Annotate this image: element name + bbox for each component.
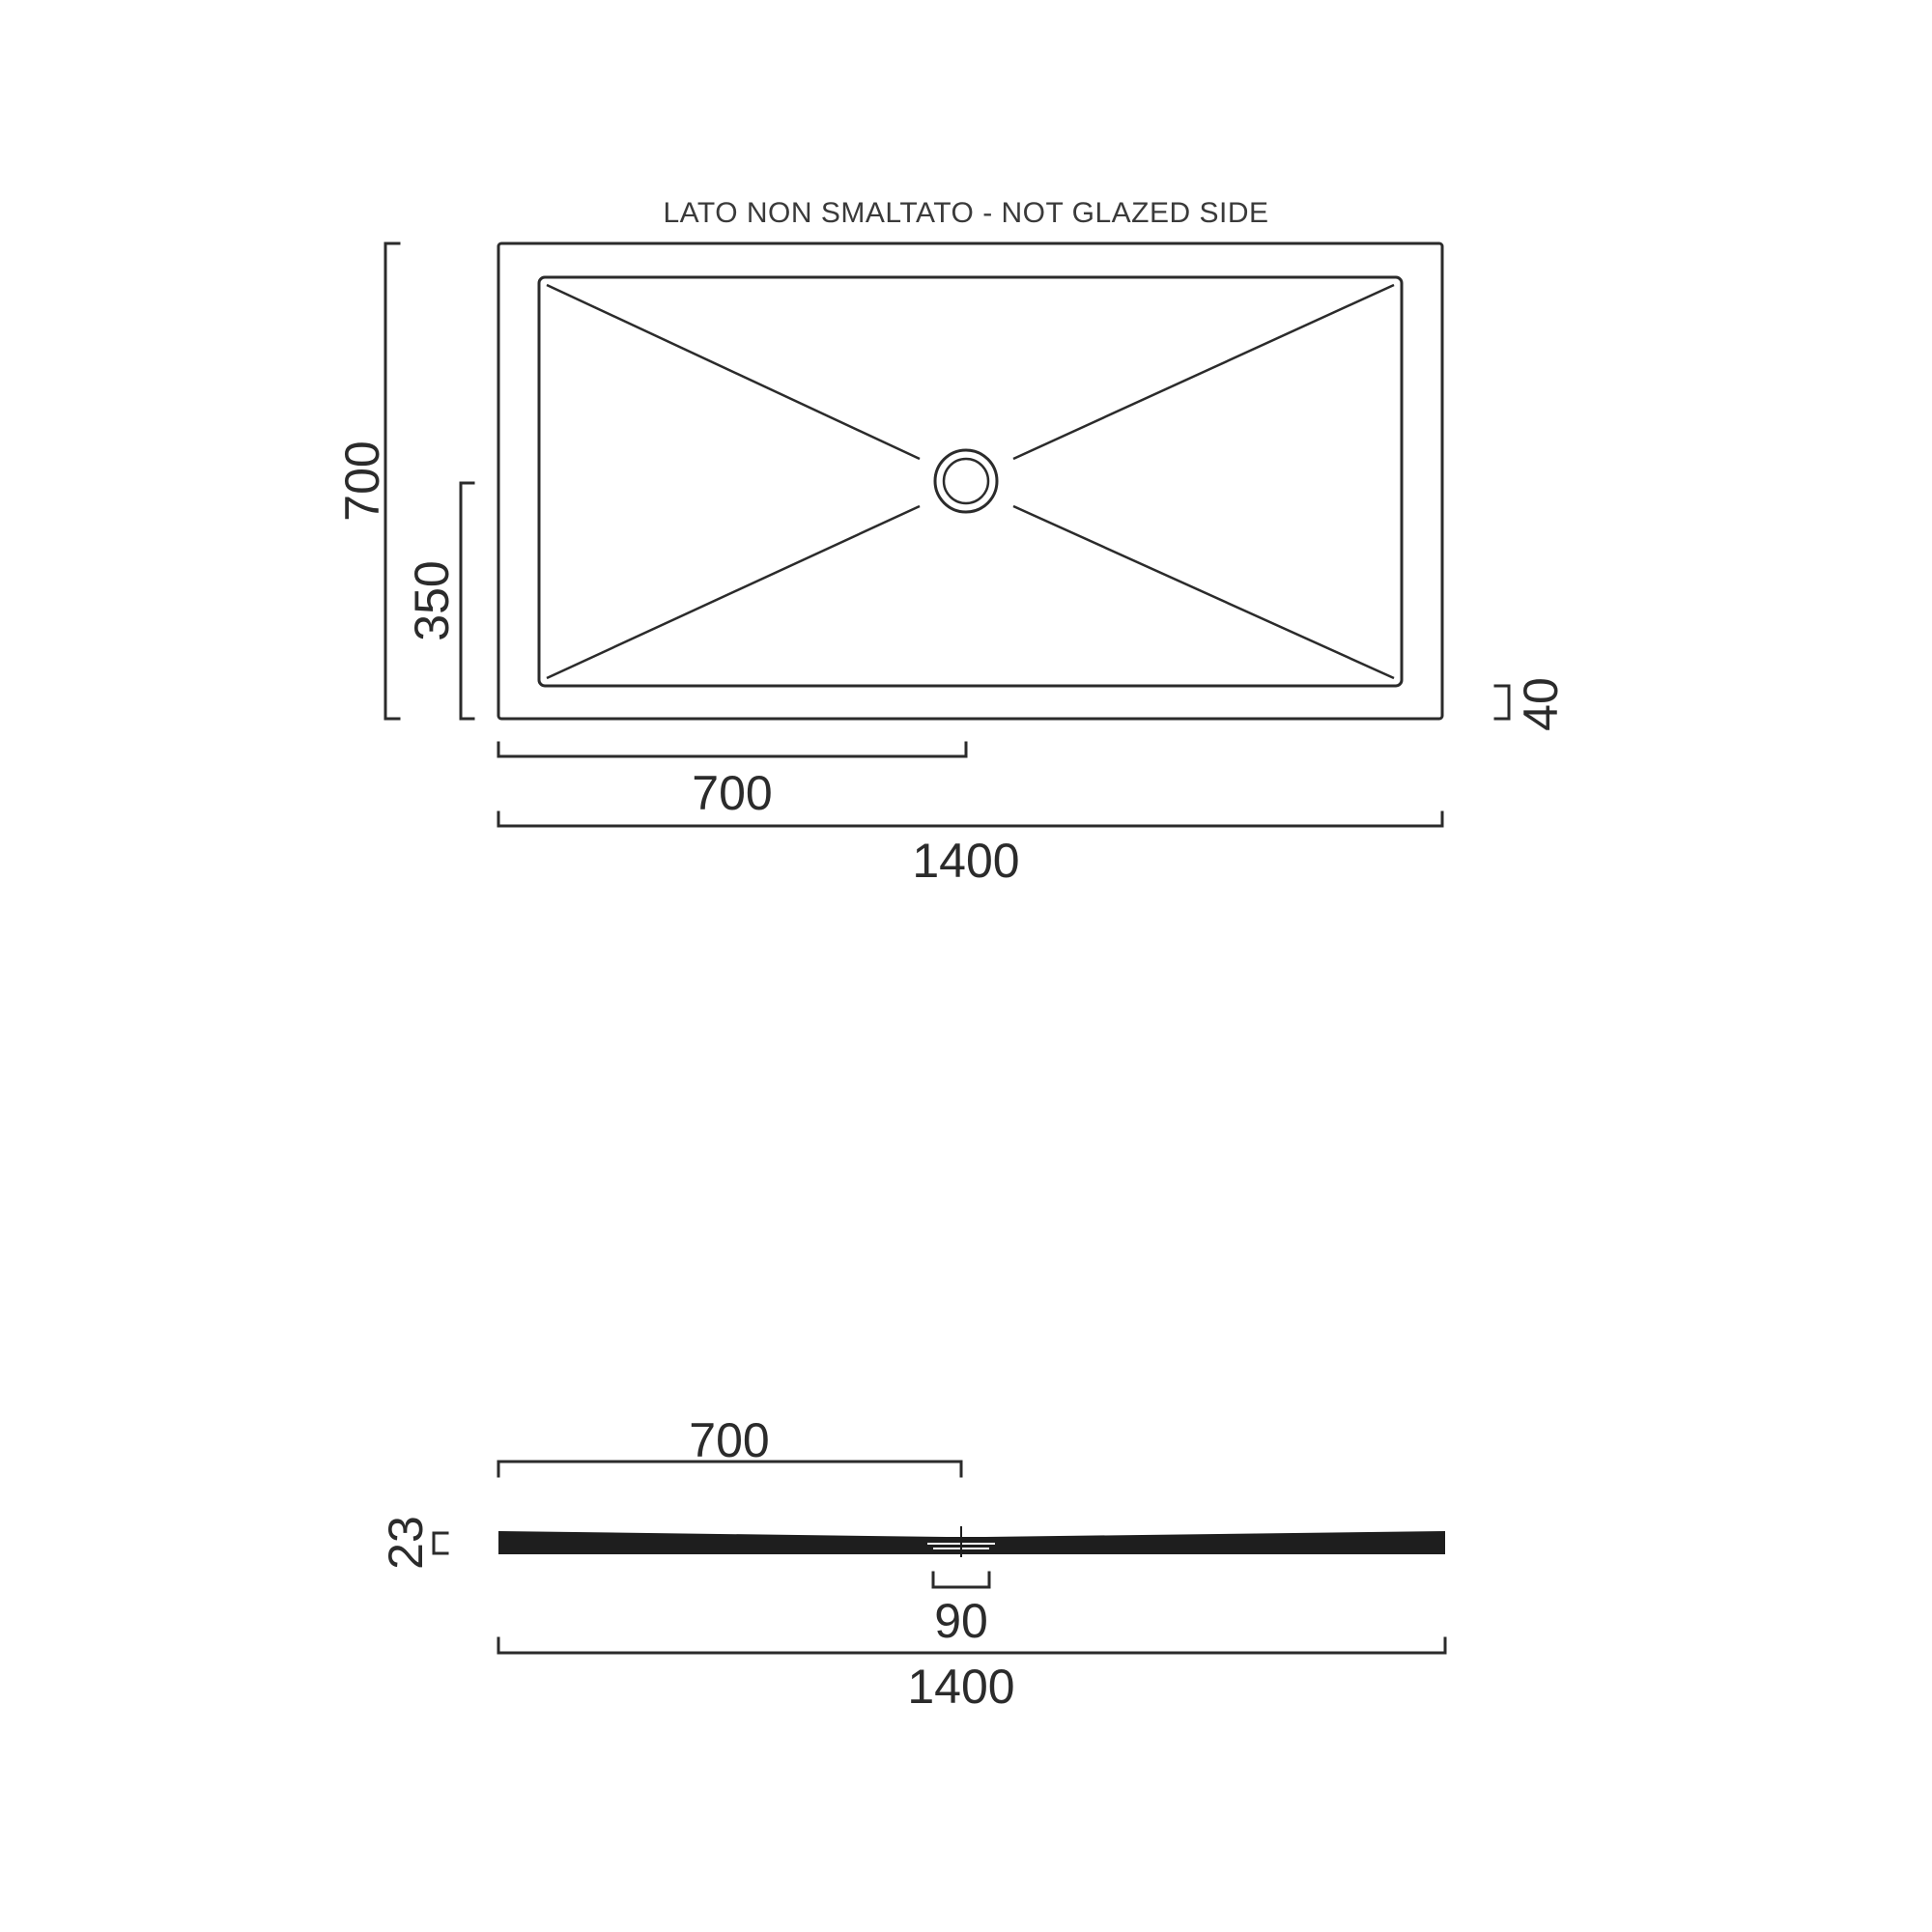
- tray-inner-basin: [539, 277, 1402, 686]
- dim-border-width-label: 40: [1514, 677, 1568, 731]
- side-view: [379, 1413, 1445, 1714]
- side-dim-drain-width-label: 90: [934, 1594, 988, 1648]
- plan-view: [335, 197, 1568, 888]
- plan-caption: LATO NON SMALTATO - NOT GLAZED SIDE: [663, 197, 1269, 229]
- side-dim-length-total: [498, 1638, 1445, 1714]
- side-dim-drain-offset-x-label: 700: [689, 1413, 770, 1467]
- tray-outline: [498, 243, 1442, 719]
- tray-profile: [498, 1526, 1445, 1557]
- drain-icon: [935, 450, 997, 512]
- dim-height-total: [335, 243, 399, 719]
- slope-lines: [547, 285, 1394, 678]
- dim-length-total-label: 1400: [912, 834, 1020, 888]
- dim-length-total: [498, 812, 1442, 888]
- dim-drain-offset-x-label: 700: [692, 766, 773, 820]
- dim-drain-offset-y-label: 350: [405, 560, 459, 641]
- dim-drain-offset-y: [405, 483, 473, 719]
- dim-border-width: [1495, 677, 1568, 731]
- side-dim-thickness: [379, 1516, 447, 1570]
- side-dim-drain-offset-x: [498, 1413, 961, 1476]
- side-dim-length-total-label: 1400: [907, 1660, 1015, 1714]
- side-dim-drain-width: [933, 1573, 989, 1648]
- dim-drain-offset-x: [498, 743, 966, 820]
- side-dim-thickness-label: 23: [379, 1516, 433, 1570]
- dim-height-total-label: 700: [335, 440, 389, 522]
